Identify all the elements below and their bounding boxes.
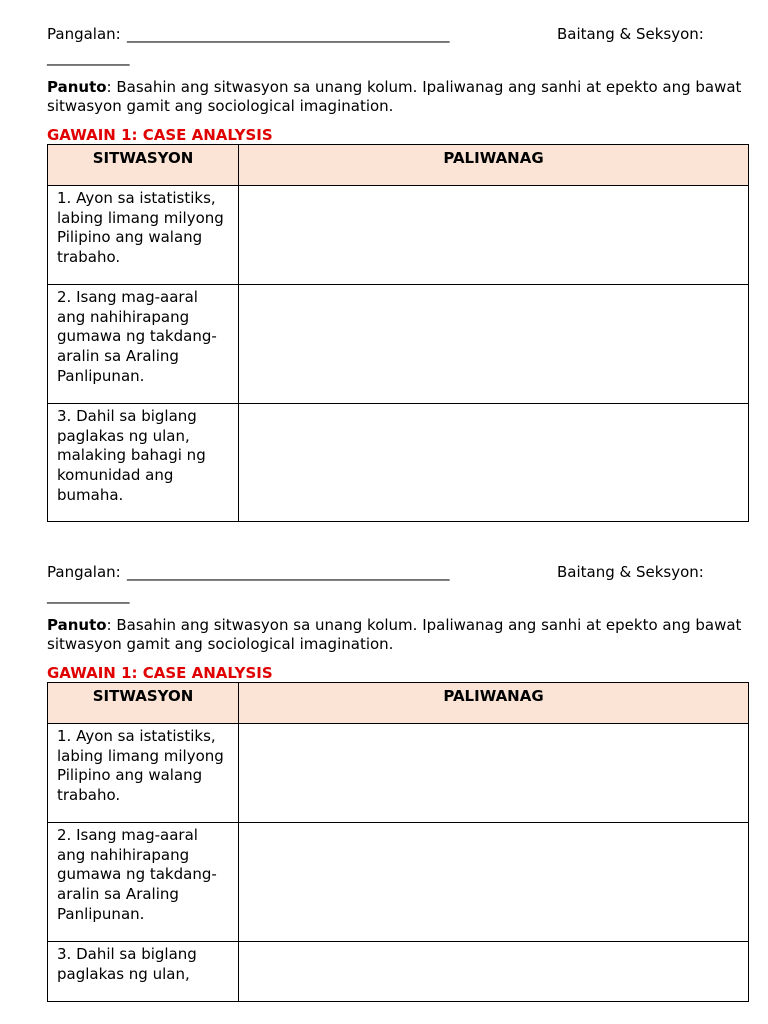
instructions: [47, 616, 749, 654]
table-row: [48, 186, 749, 285]
name-blank: ___________________________________________: [127, 563, 450, 581]
situation-cell: 3. Dahil sa biglang paglakas ng ulan, malaking bahagi ng komunidad ang bumaha.: [48, 404, 239, 522]
situation-cell: 1. Ayon sa istatistiks, labing limang milyong Pilipino ang walang trabaho.: [48, 186, 239, 285]
instructions-text: : Basahin ang sitwasyon sa unang kolum. Ipaliwanag ang sanhi at epekto ang bawat sitwasyon gamit ang sociological imagination.: [47, 78, 742, 115]
situation-cell: 2. Isang mag-aaral ang nahihirapang gumawa ng takdang-aralin sa Araling Panlipunan.: [48, 823, 239, 942]
header-situation: SITWASYON: [48, 145, 239, 186]
explanation-cell[interactable]: [239, 724, 749, 823]
case-analysis-table: [47, 682, 749, 1002]
name-blank: ___________________________________________: [127, 25, 450, 43]
explanation-cell[interactable]: [239, 942, 749, 1002]
worksheet-2: [47, 562, 749, 1002]
table-row: [48, 724, 749, 823]
case-analysis-table: [47, 144, 749, 522]
situation-cell: 3. Dahil sa biglang paglakas ng ulan,: [48, 942, 239, 1002]
explanation-cell[interactable]: [239, 186, 749, 285]
table-row: [48, 942, 749, 1002]
situation-cell: 2. Isang mag-aaral ang nahihirapang gumawa ng takdang-aralin sa Araling Panlipunan.: [48, 285, 239, 404]
name-label: Pangalan:: [47, 25, 121, 43]
explanation-cell[interactable]: [239, 285, 749, 404]
table-row: [48, 404, 749, 522]
header-situation: SITWASYON: [48, 683, 239, 724]
table-row: [48, 823, 749, 942]
section-label: Baitang & Seksyon:: [557, 25, 704, 43]
header-explanation: PALIWANAG: [239, 683, 749, 724]
section-blank: ___________: [47, 48, 130, 66]
worksheet-1: [47, 24, 749, 522]
table-header-row: [48, 683, 749, 724]
activity-title: GAWAIN 1: CASE ANALYSIS: [47, 126, 273, 144]
header-explanation: PALIWANAG: [239, 145, 749, 186]
instructions: [47, 78, 749, 116]
explanation-cell[interactable]: [239, 404, 749, 522]
section-blank: ___________: [47, 586, 130, 604]
section-label: Baitang & Seksyon:: [557, 563, 704, 581]
name-line: [47, 562, 749, 582]
name-label: Pangalan:: [47, 563, 121, 581]
table-row: [48, 285, 749, 404]
table-header-row: [48, 145, 749, 186]
situation-cell: 1. Ayon sa istatistiks, labing limang milyong Pilipino ang walang trabaho.: [48, 724, 239, 823]
instructions-text: : Basahin ang sitwasyon sa unang kolum. Ipaliwanag ang sanhi at epekto ang bawat sitwasyon gamit ang sociological imagination.: [47, 616, 742, 653]
instructions-label: Panuto: [47, 616, 107, 634]
name-line: [47, 24, 749, 44]
instructions-label: Panuto: [47, 78, 107, 96]
activity-title: GAWAIN 1: CASE ANALYSIS: [47, 664, 273, 682]
explanation-cell[interactable]: [239, 823, 749, 942]
